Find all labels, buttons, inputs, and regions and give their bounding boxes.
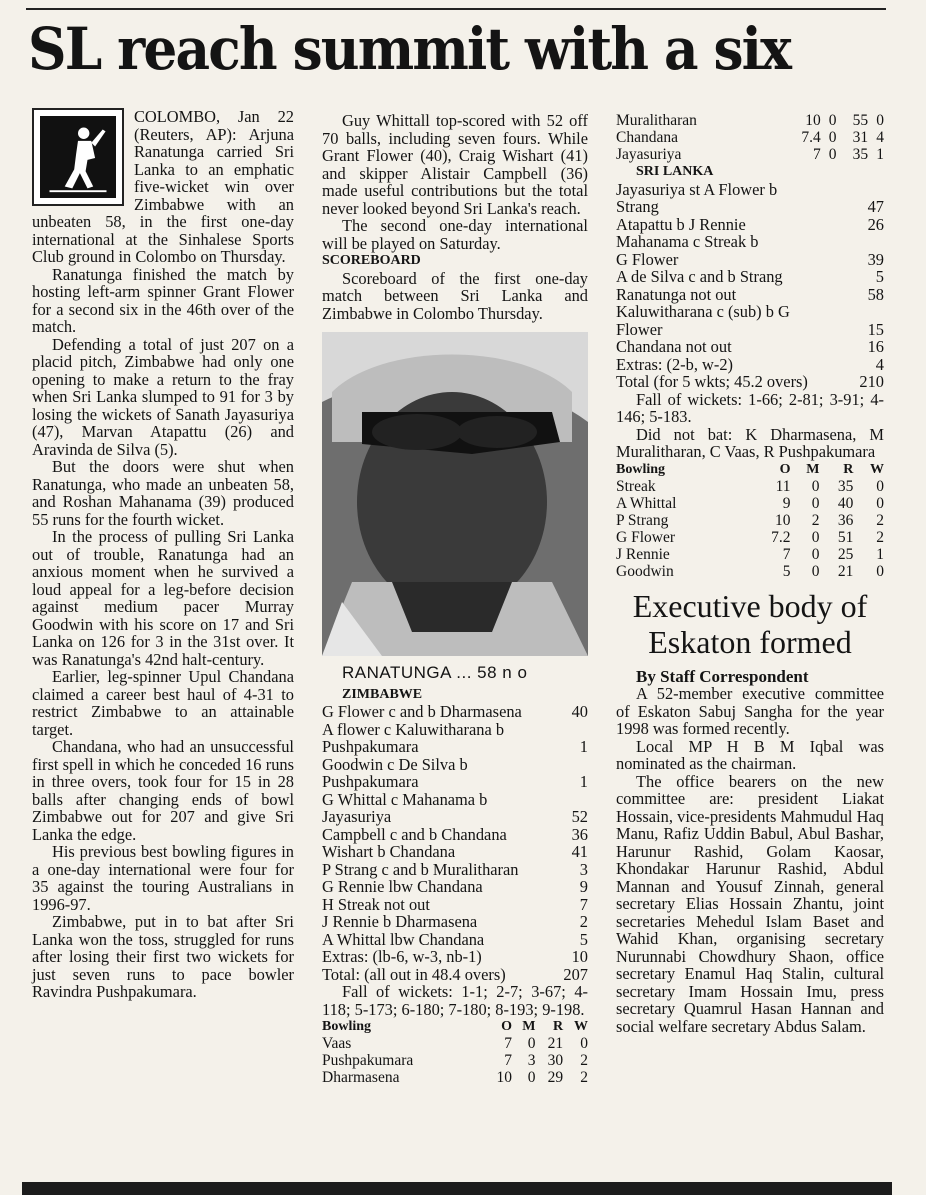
overs-value: 7.2: [771, 528, 791, 546]
story-paragraph: Local MP H B M Iqbal was nominated as the chairman.: [616, 736, 884, 773]
wickets-value: 2: [876, 528, 884, 546]
bowling-row: [322, 1035, 588, 1052]
wickets-value: 2: [580, 1069, 588, 1086]
ranatunga-photo: [322, 332, 588, 656]
batsman-entry: G Flower c and b Dharmasena: [322, 702, 522, 721]
bowler-name: Dharmasena: [322, 1069, 400, 1086]
batting-line: [616, 251, 884, 269]
wickets-value: 1: [876, 146, 884, 163]
maidens-header: M: [806, 461, 820, 477]
bowler-name: Streak: [616, 477, 656, 495]
bowling-row: [616, 129, 884, 146]
wickets-value: 0: [876, 562, 884, 580]
bowler-name: G Flower: [616, 528, 675, 546]
eskaton-headline: Executive body of Eskaton formed: [632, 587, 868, 660]
batting-line: [322, 913, 588, 931]
batsman-entry: A Whittal lbw Chandana: [322, 929, 485, 949]
runs-value: 1: [579, 772, 588, 791]
maidens-value: 0: [811, 494, 820, 512]
bowling-row: [616, 563, 884, 580]
story-paragraph: In the process of pulling Sri Lanka out of trouble, Ranatunga had an anxious moment when he survived a loud appeal for a leg-before decision against medium pacer Murray Goodwin with his score on 17 and Sri Lanka on 126 for 3 in the 31st over. It was Ranatunga's 42nd halt-century.: [32, 527, 294, 669]
runs-value: 5: [875, 267, 884, 286]
bowling-row: [322, 1069, 588, 1086]
batsman-entry: Kaluwitharana c (sub) b G: [616, 302, 790, 321]
story-paragraph: His previous best bowling figures in a one-day international were four for 35 against the touring Australians in 1996-97.: [32, 842, 294, 914]
wickets-value: 2: [580, 1052, 588, 1069]
runs-value: 9: [579, 877, 588, 896]
batting-line: [322, 966, 588, 984]
batting-line: [616, 268, 884, 286]
maidens-value: 0: [811, 562, 820, 580]
batsman-entry: Wishart b Chandana: [322, 842, 456, 861]
bowler-name: J Rennie: [616, 545, 670, 563]
bowler-name: Pushpakumara: [322, 1052, 414, 1069]
scoreboard-heading: SCOREBOARD: [322, 253, 421, 268]
batting-line: [322, 826, 588, 844]
maidens-value: 3: [527, 1052, 536, 1069]
runs-value: 35: [852, 146, 869, 163]
bowler-name: P Strang: [616, 511, 669, 529]
story-paragraph: Ranatunga finished the match by hosting left-arm spinner Grant Flower for a second six in the 46th over of the match.: [32, 264, 294, 336]
batting-line: [322, 791, 588, 809]
batsman-icon: [40, 116, 116, 198]
runs-value: 35: [837, 477, 854, 495]
maidens-value: 2: [811, 511, 820, 529]
story-paragraph: Defending a total of just 207 on a placid pitch, Zimbabwe had only one opening to make a return to the fray when Sri Lanka slumped to 91 for 3 by losing the wickets of Sanath Jayasuriya (47), Marvan Atapattu (26) and Aravinda de Silva (5).: [32, 334, 294, 459]
runs-value: 55: [852, 112, 869, 129]
byline: By Staff Correspondent: [636, 666, 809, 686]
zimbabwe-heading: ZIMBABWE: [342, 686, 423, 702]
batting-line: [322, 756, 588, 774]
batting-line: [616, 286, 884, 304]
bottom-rule: [22, 1182, 892, 1195]
runs-value: 36: [571, 824, 588, 844]
batting-line: [322, 896, 588, 914]
bowler-name: Chandana: [616, 129, 678, 146]
overs-value: 5: [782, 562, 791, 580]
bowler-name: Jayasuriya: [616, 146, 682, 163]
wickets-header: W: [574, 1019, 588, 1034]
bowler-name: Vaas: [322, 1035, 352, 1052]
batting-line: [616, 303, 884, 321]
srilanka-did-not-bat: Did not bat: K Dharmasena, M Muralitharan, C Vaas, R Pushpakumara: [616, 424, 884, 461]
cricket-logo: [32, 108, 124, 206]
runs-value: 41: [571, 842, 588, 861]
batsman-entry: Chandana not out: [616, 337, 732, 356]
batting-line: [616, 233, 884, 251]
overs-value: 7: [504, 1052, 512, 1069]
runs-value: [570, 791, 588, 809]
runs-value: 36: [837, 511, 854, 529]
wickets-value: 0: [580, 1035, 588, 1052]
zimbabwe-bowling-table-cont: [616, 112, 884, 163]
runs-header: R: [843, 461, 854, 477]
bowling-header: Bowling: [322, 1019, 372, 1034]
batsman-entry: A de Silva c and b Strang: [616, 267, 783, 286]
batsman-entry: Extras: (lb-6, w-3, nb-1): [322, 947, 482, 966]
batting-line: [322, 738, 588, 756]
zimbabwe-bowling-table: [322, 1018, 588, 1086]
bowling-header: Bowling: [616, 461, 666, 477]
maidens-value: 0: [811, 545, 820, 563]
batsman-entry: G Whittal c Mahanama b: [322, 789, 488, 809]
bowler-name: Muralitharan: [616, 112, 697, 129]
wickets-value: 4: [876, 129, 884, 146]
batsman-entry: Pushpakumara: [322, 772, 419, 791]
runs-value: 29: [547, 1069, 564, 1086]
maidens-value: 0: [828, 112, 837, 129]
batting-line: [322, 808, 588, 826]
runs-value: [570, 721, 588, 739]
batting-line: [616, 373, 884, 391]
wickets-value: 0: [876, 494, 884, 512]
overs-header: O: [501, 1019, 512, 1034]
maidens-value: 0: [828, 146, 837, 163]
runs-value: 47: [867, 197, 884, 216]
overs-value: 10: [496, 1069, 512, 1086]
overs-value: 7: [504, 1035, 512, 1052]
srilanka-heading: SRI LANKA: [636, 164, 714, 179]
runs-value: [866, 303, 884, 321]
runs-value: 15: [867, 319, 884, 339]
runs-value: 51: [837, 528, 854, 546]
overs-value: 11: [775, 477, 791, 495]
bowling-row: [616, 512, 884, 529]
batsman-entry: Atapattu b J Rennie: [616, 214, 746, 234]
runs-value: 40: [837, 494, 854, 512]
story-paragraph: COLOMBO, Jan 22 (Reuters, AP): Arjuna Ranatunga carried Sri Lanka to an emphatic five-wicket win over Zimbabwe with an unbeaten 58, in the first one-day international at the Sinhalese Sports Club ground in Colombo on Thursday.: [32, 107, 294, 266]
bowler-name: A Whittal: [616, 494, 677, 512]
batsman-entry: Ranatunga not out: [616, 284, 737, 304]
runs-value: 1: [579, 737, 588, 756]
batsman-entry: G Flower: [616, 249, 679, 269]
overs-value: 7: [812, 146, 821, 163]
batting-line: [322, 948, 588, 966]
maidens-value: 0: [811, 528, 820, 546]
runs-value: 58: [867, 284, 884, 304]
runs-value: 25: [837, 545, 854, 563]
runs-value: 10: [571, 947, 588, 966]
bowling-row: [616, 112, 884, 129]
batsman-entry: Total: (all out in 48.4 overs): [322, 964, 506, 984]
batsman-entry: Flower: [616, 319, 663, 339]
batsman-entry: Pushpakumara: [322, 737, 419, 756]
runs-value: 16: [867, 337, 884, 356]
batsman-entry: A flower c Kaluwitharana b: [322, 719, 505, 739]
runs-value: 2: [579, 912, 588, 931]
photo-caption: RANATUNGA ... 58 n o: [342, 663, 528, 682]
maidens-value: 0: [828, 129, 837, 146]
wickets-value: 0: [876, 477, 884, 495]
batsman-entry: Total (for 5 wkts; 45.2 overs): [616, 372, 808, 391]
runs-value: 26: [867, 214, 884, 234]
batsman-entry: G Rennie lbw Chandana: [322, 877, 483, 896]
runs-value: [866, 181, 884, 199]
overs-value: 7: [782, 545, 791, 563]
runs-value: [570, 756, 588, 774]
story-paragraph: The office bearers on the new committee are: president Liakat Hossain, vice-presidents Mahmudul Haq Manu, Rafiz Uddin Babul, Abul Bashar, Harunur Rashid, Golam Kaosar, Khondakar Harunur Rashid, Abdul Mannan and Yousuf Zinnah, general secretary Elias Hossain Zhantu, joint secretaries Mehedul Islam Baset and Wahid Khan, organising secretary Nurunnabi Chowdhury Shaon, office secretary Enamul Haq Stalin, cultural secretary Imam Hossain Imu, press secretary Quamrul Hasan Hannan and social welfare secretary Abdus Salam.: [616, 771, 884, 1036]
maidens-header: M: [522, 1019, 536, 1034]
batting-line: [322, 721, 588, 739]
runs-value: 210: [859, 372, 884, 391]
story-paragraph: Guy Whittall top-scored with 52 off 70 balls, including seven fours. While Grant Flower (40), Craig Wishart (41) and skipper Alistair Campbell (36) made useful contributions but the total never looked beyond Sri Lanka's reach.: [322, 111, 588, 218]
runs-header: R: [552, 1019, 564, 1034]
runs-value: [866, 233, 884, 251]
batting-line: [616, 181, 884, 199]
batsman-entry: Mahanama c Streak b: [616, 232, 759, 251]
batting-line: [616, 338, 884, 356]
runs-value: 21: [837, 562, 854, 580]
bowling-row: [322, 1052, 588, 1069]
batsman-entry: Jayasuriya st A Flower b: [616, 179, 778, 199]
overs-value: 10: [775, 511, 791, 529]
batting-line: [322, 931, 588, 949]
runs-value: 30: [547, 1052, 564, 1069]
zimbabwe-batting: [322, 703, 588, 983]
story-paragraph: Chandana, who had an unsuccessful first spell in which he conceded 16 runs in three overs, took four for 15 in 28 balls after changing ends of bowl Zimbabwe out for 207 and give Sri Lanka the edge.: [32, 737, 294, 844]
bowling-row: [616, 146, 884, 163]
batting-line: [322, 773, 588, 791]
bowling-row: [616, 529, 884, 546]
batting-line: [322, 843, 588, 861]
bowling-row: [616, 478, 884, 495]
batting-line: [322, 861, 588, 879]
srilanka-batting: [616, 181, 884, 391]
bowling-row: [616, 546, 884, 563]
srilanka-bowling-table: [616, 461, 884, 580]
scoreboard-intro: Scoreboard of the first one-day match between Sri Lanka and Zimbabwe in Colombo Thursday.: [322, 268, 588, 323]
overs-header: O: [779, 461, 791, 477]
bowler-name: Goodwin: [616, 562, 674, 580]
srilanka-fall-of-wickets: Fall of wickets: 1-66; 2-81; 3-91; 4-146; 5-183.: [616, 389, 884, 426]
maidens-value: 0: [527, 1035, 536, 1052]
batsman-entry: P Strang c and b Muralitharan: [322, 859, 519, 879]
story-column-1: [32, 108, 294, 1001]
runs-value: 3: [579, 859, 588, 879]
headline: SL reach summit with a six: [28, 15, 791, 83]
runs-value: 39: [867, 249, 884, 269]
batting-line: [616, 356, 884, 374]
story-paragraph: A 52-member executive committee of Eskaton Sabuj Sangha for the year 1998 was formed recently.: [616, 684, 884, 738]
wickets-header: W: [870, 461, 884, 477]
batsman-entry: Jayasuriya: [322, 807, 392, 826]
story-paragraph: Earlier, leg-spinner Upul Chandana claimed a career best haul of 4-31 to restrict Zimbabwe to an attainable target.: [32, 667, 294, 739]
batsman-entry: Goodwin c De Silva b: [322, 754, 468, 774]
zimbabwe-fall-of-wickets: Fall of wickets: 1-1; 2-7; 3-67; 4-118; 5-173; 6-180; 7-180; 8-193; 9-198.: [322, 982, 588, 1019]
batsman-entry: J Rennie b Dharmasena: [322, 912, 478, 931]
overs-value: 7.4: [801, 129, 821, 146]
runs-value: 4: [875, 354, 884, 374]
story-paragraph: Zimbabwe, put in to bat after Sri Lanka won the toss, struggled for runs after losing their first two wickets for just seven runs to pace bowler Ravindra Pushpakumara.: [32, 912, 294, 1001]
bowling-row: [616, 495, 884, 512]
runs-value: 40: [571, 702, 588, 721]
batsman-entry: Strang: [616, 197, 659, 216]
story-paragraph: The second one-day international will be played on Saturday.: [322, 216, 588, 253]
runs-value: 207: [563, 964, 588, 984]
batsman-entry: Campbell c and b Chandana: [322, 824, 507, 844]
batting-line: [616, 198, 884, 216]
batsman-entry: Extras: (2-b, w-2): [616, 354, 733, 374]
maidens-value: 0: [527, 1069, 536, 1086]
overs-value: 10: [805, 112, 821, 129]
wickets-value: 2: [876, 511, 884, 529]
batting-line: [616, 321, 884, 339]
runs-value: 5: [579, 929, 588, 949]
batsman-entry: H Streak not out: [322, 894, 430, 914]
story-column-2: [322, 112, 588, 1086]
runs-value: 21: [547, 1035, 564, 1052]
overs-value: 9: [782, 494, 791, 512]
runs-value: 52: [571, 807, 588, 826]
top-rule: [26, 8, 886, 10]
batting-line: [616, 216, 884, 234]
runs-value: 31: [852, 129, 869, 146]
story-column-3: [616, 112, 884, 1035]
wickets-value: 0: [876, 112, 884, 129]
runs-value: 7: [579, 894, 588, 914]
story-paragraph: But the doors were shut when Ranatunga, who made an unbeaten 58, and Roshan Mahanama (39) produced 55 runs for the fourth wicket.: [32, 457, 294, 529]
maidens-value: 0: [811, 477, 820, 495]
batting-line: [322, 878, 588, 896]
batting-line: [322, 703, 588, 721]
wickets-value: 1: [876, 545, 884, 563]
